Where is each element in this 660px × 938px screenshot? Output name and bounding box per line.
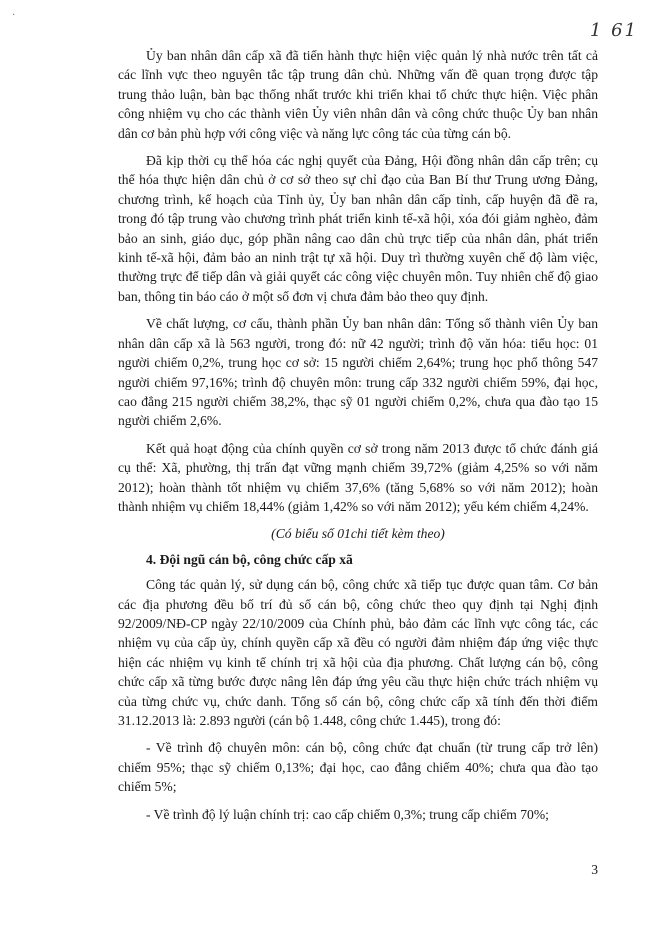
paragraph-6: - Về trình độ chuyên môn: cán bộ, công chức đạt chuẩn (từ trung cấp trở lên) chiếm 95%; thạc sỹ chiếm 0,13%; đại học, cao đẳng chiếm 40%; chưa qua đào tạo chiếm 5%; — [118, 740, 598, 795]
document-body — [118, 46, 598, 824]
paragraph-1: Ủy ban nhân dân cấp xã đã tiến hành thực hiện việc quản lý nhà nước trên tất cả các lĩnh vực theo nguyên tắc tập trung dân chủ. Những vấn đề quan trọng được tập trung thảo luận, bàn bạc thống nhất trước khi triển khai tổ chức thực hiện. Việc phân công nhiệm vụ cho các thành viên Ủy viên nhân dân và công chức thuộc Ủy ban nhân dân cơ bản phù hợp với công việc và năng lực công tác của từng cán bộ. — [118, 48, 598, 141]
scan-speck: · — [12, 10, 16, 21]
section-heading: 4. Đội ngũ cán bộ, công chức cấp xã — [146, 551, 353, 567]
paragraph-4: Kết quả hoạt động của chính quyền cơ sở trong năm 2013 được tổ chức đánh giá cụ thể: Xã, phường, thị trấn đạt vững mạnh chiếm 39,72% (giảm 4,25% so với năm 2012); hoàn thành tốt nhiệm vụ chiếm 37,6% (tăng 5,68% so với năm 2012); hoàn thành nhiệm vụ chiếm 18,44% (giảm 1,42% so với năm 2012); yếu kém chiếm 4,24%. — [118, 440, 598, 514]
page-number: 3 — [591, 862, 598, 877]
paragraph-3: Về chất lượng, cơ cấu, thành phần Ủy ban nhân dân: Tổng số thành viên Ủy ban nhân dân cấp xã là 563 người, trong đó: nữ 42 người; trình độ văn hóa: tiểu học: 01 người chiếm 0,2%, trung học cơ sở: 15 người chiếm 2,64%; trung học phổ thông 547 người chiếm 97,16%; trình độ chuyên môn: trung cấp 332 người chiếm 59%, đại học, cao đẳng 215 người chiếm 38,2%, thạc sỹ 01 người chiếm 0,2%, chưa qua đào tạo 15 người chiếm 2,6%. — [118, 316, 598, 429]
paragraph-7: - Về trình độ lý luận chính trị: cao cấp chiếm 0,3%; trung cấp chiếm 70%; — [146, 806, 549, 822]
paragraph-2: Đã kịp thời cụ thể hóa các nghị quyết của Đảng, Hội đồng nhân dân cấp trên; cụ thể hóa thực hiện dân chủ ở cơ sở theo sự chỉ đạo của Ban Bí thư Trung ương Đảng, chương trình, kế hoạch của Tỉnh ủy, Ủy ban nhân dân cấp tỉnh, cấp huyện đã đề ra, trong đó tập trung vào chương trình phát triển kinh tế-xã hội, xóa đói giảm nghèo, đảm bảo an sinh, giáo dục, góp phần nâng cao dân chủ trực tiếp của nhân dân, phát triển kinh tế-xã hội, đảm bảo an ninh trật tự xã hội. Duy trì thường xuyên chế độ làm việc, thường trực để tiếp dân và giải quyết các công việc chuyên môn. Tuy nhiên chế độ giao ban, thông tin báo cáo ở một số đơn vị chưa đảm bảo theo quy định. — [118, 153, 598, 304]
handwritten-mark: 1 61 — [589, 20, 638, 41]
paragraph-5: Công tác quản lý, sử dụng cán bộ, công chức xã tiếp tục được quan tâm. Cơ bản các địa phương đều bố trí đủ số cán bộ, công chức theo quy định tại Nghị định 92/2009/NĐ-CP ngày 22/10/2009 của Chính phủ, bảo đảm các lĩnh vực công tác, các nhiệm vụ của cấp ủy, chính quyền cấp xã đều có người đảm nhiệm đáp ứng việc thực hiện các nhiệm vụ kinh tế chính trị xã hội của địa phương. Chất lượng cán bộ, công chức cấp xã từng bước được nâng lên đáp ứng yêu cầu thực hiện chức trách nhiệm vụ của từng chức vụ, chức danh. Tổng số cán bộ, công chức cấp xã tính đến thời điểm 31.12.2013 là: 2.893 người (cán bộ 1.448, công chức 1.445), trong đó: — [118, 577, 598, 728]
appendix-note: (Có biểu số 01chi tiết kèm theo) — [271, 526, 445, 542]
